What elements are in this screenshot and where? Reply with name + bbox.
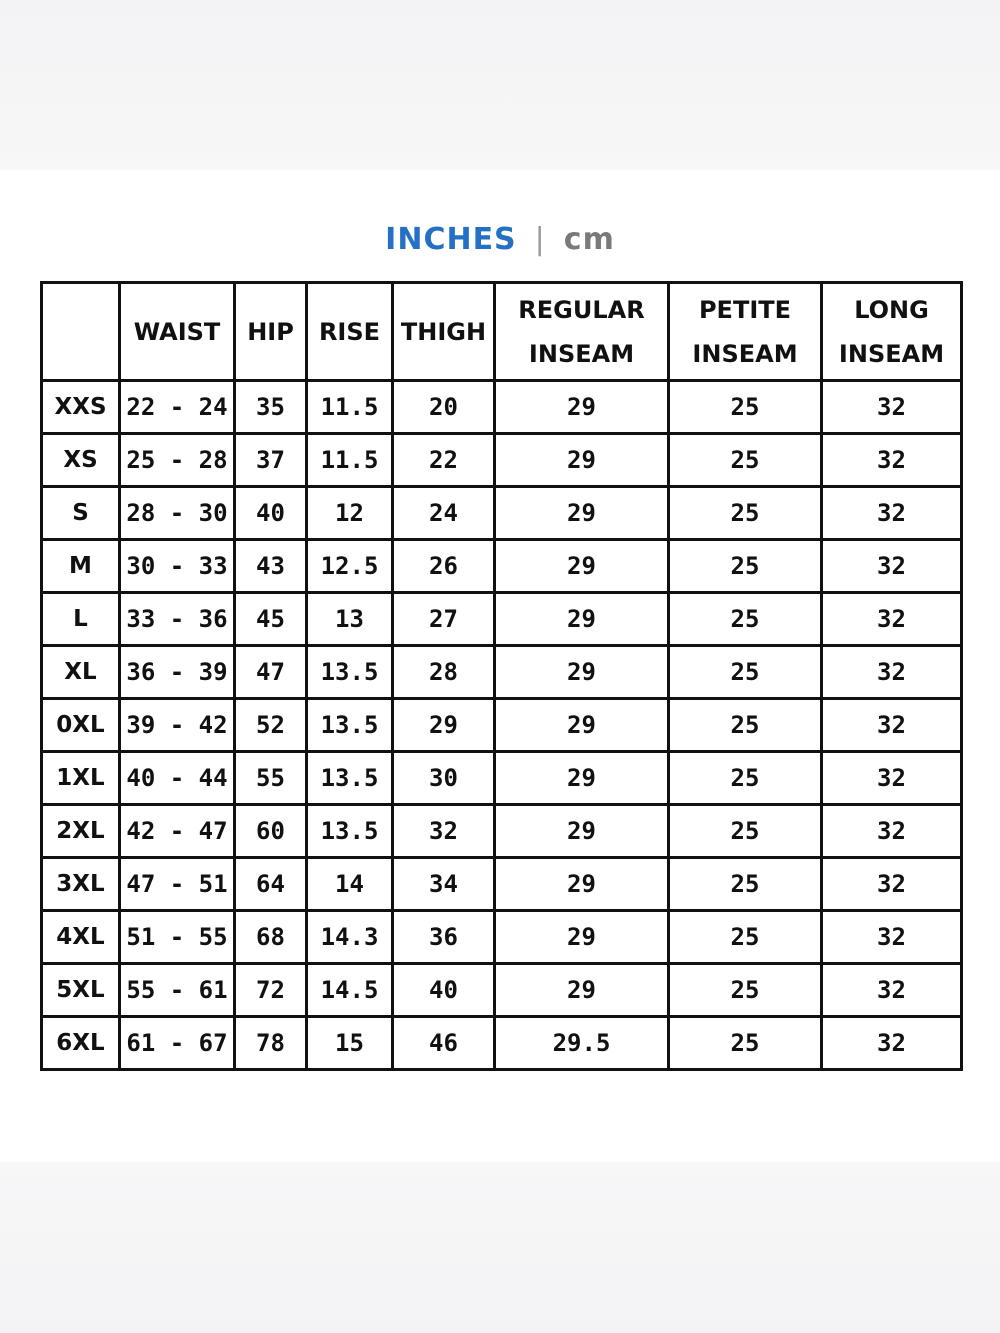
cell-waist: 33 - 36 [120,593,235,646]
cell-rise: 13.5 [307,805,393,858]
cell-waist: 61 - 67 [120,1017,235,1070]
cell-regular-inseam: 29 [495,805,669,858]
cell-size-label: L [42,593,120,646]
header-petite-inseam: PETITE INSEAM [669,283,822,381]
cell-waist: 40 - 44 [120,752,235,805]
cell-regular-inseam: 29 [495,593,669,646]
cell-petite-inseam: 25 [669,487,822,540]
cell-long-inseam: 32 [822,487,962,540]
cell-thigh: 26 [393,540,495,593]
cell-rise: 13.5 [307,752,393,805]
cell-rise: 15 [307,1017,393,1070]
cell-regular-inseam: 29 [495,381,669,434]
cell-petite-inseam: 25 [669,381,822,434]
bottom-background-band [0,1162,1000,1333]
cell-hip: 64 [235,858,307,911]
table-row [42,858,962,911]
cell-petite-inseam: 25 [669,434,822,487]
table-row [42,964,962,1017]
cell-size-label: 0XL [42,699,120,752]
cell-rise: 12.5 [307,540,393,593]
cell-waist: 47 - 51 [120,858,235,911]
cell-regular-inseam: 29 [495,540,669,593]
cell-size-label: XXS [42,381,120,434]
table-row [42,699,962,752]
cell-thigh: 22 [393,434,495,487]
table-header-row [42,283,962,381]
cell-long-inseam: 32 [822,911,962,964]
cell-thigh: 34 [393,858,495,911]
cell-long-inseam: 32 [822,540,962,593]
table-row [42,381,962,434]
cell-thigh: 32 [393,805,495,858]
cell-hip: 52 [235,699,307,752]
cell-hip: 60 [235,805,307,858]
cell-waist: 30 - 33 [120,540,235,593]
cell-thigh: 30 [393,752,495,805]
cell-regular-inseam: 29.5 [495,1017,669,1070]
cell-petite-inseam: 25 [669,911,822,964]
cell-long-inseam: 32 [822,1017,962,1070]
cell-waist: 36 - 39 [120,646,235,699]
cell-petite-inseam: 25 [669,805,822,858]
cell-regular-inseam: 29 [495,434,669,487]
cell-petite-inseam: 25 [669,540,822,593]
header-waist: WAIST [120,283,235,381]
top-background-band [0,0,1000,170]
cell-long-inseam: 32 [822,646,962,699]
table-row [42,487,962,540]
table-row [42,1017,962,1070]
cell-thigh: 40 [393,964,495,1017]
cell-rise: 11.5 [307,381,393,434]
cell-size-label: 3XL [42,858,120,911]
cell-size-label: S [42,487,120,540]
cell-hip: 72 [235,964,307,1017]
cell-petite-inseam: 25 [669,752,822,805]
size-chart-table [40,281,963,1071]
table-row [42,646,962,699]
cell-size-label: 5XL [42,964,120,1017]
cell-size-label: XL [42,646,120,699]
header-size [42,283,120,381]
cell-petite-inseam: 25 [669,593,822,646]
cell-regular-inseam: 29 [495,699,669,752]
cell-rise: 13.5 [307,699,393,752]
cell-waist: 22 - 24 [120,381,235,434]
cell-rise: 14.3 [307,911,393,964]
cell-rise: 11.5 [307,434,393,487]
cell-petite-inseam: 25 [669,646,822,699]
table-row [42,805,962,858]
cell-long-inseam: 32 [822,752,962,805]
cell-waist: 25 - 28 [120,434,235,487]
cell-long-inseam: 32 [822,699,962,752]
cell-thigh: 28 [393,646,495,699]
cell-size-label: 6XL [42,1017,120,1070]
cell-regular-inseam: 29 [495,646,669,699]
header-long-inseam: LONG INSEAM [822,283,962,381]
cell-size-label: XS [42,434,120,487]
cell-petite-inseam: 25 [669,964,822,1017]
cell-rise: 14 [307,858,393,911]
cell-long-inseam: 32 [822,434,962,487]
cell-waist: 39 - 42 [120,699,235,752]
header-thigh: THIGH [393,283,495,381]
table-row [42,540,962,593]
cell-thigh: 20 [393,381,495,434]
unit-separator: | [534,222,546,257]
cell-thigh: 24 [393,487,495,540]
cell-waist: 28 - 30 [120,487,235,540]
cell-petite-inseam: 25 [669,699,822,752]
header-regular-inseam: REGULAR INSEAM [495,283,669,381]
cell-long-inseam: 32 [822,805,962,858]
cell-long-inseam: 32 [822,858,962,911]
cell-long-inseam: 32 [822,593,962,646]
cell-hip: 47 [235,646,307,699]
cell-rise: 14.5 [307,964,393,1017]
cell-thigh: 36 [393,911,495,964]
cell-regular-inseam: 29 [495,858,669,911]
cell-size-label: 4XL [42,911,120,964]
table-row [42,911,962,964]
cell-regular-inseam: 29 [495,487,669,540]
cell-hip: 68 [235,911,307,964]
cell-rise: 12 [307,487,393,540]
header-hip: HIP [235,283,307,381]
cell-petite-inseam: 25 [669,1017,822,1070]
cell-hip: 40 [235,487,307,540]
cell-waist: 51 - 55 [120,911,235,964]
cell-waist: 42 - 47 [120,805,235,858]
cell-hip: 78 [235,1017,307,1070]
header-rise: RISE [307,283,393,381]
cell-hip: 45 [235,593,307,646]
cell-petite-inseam: 25 [669,858,822,911]
cell-hip: 37 [235,434,307,487]
cell-long-inseam: 32 [822,381,962,434]
cell-thigh: 27 [393,593,495,646]
cell-size-label: 2XL [42,805,120,858]
cell-hip: 43 [235,540,307,593]
cell-regular-inseam: 29 [495,752,669,805]
table-body [42,381,962,1070]
table-row [42,752,962,805]
cell-waist: 55 - 61 [120,964,235,1017]
table-row [42,434,962,487]
cell-size-label: 1XL [42,752,120,805]
cell-regular-inseam: 29 [495,911,669,964]
cell-thigh: 46 [393,1017,495,1070]
cell-size-label: M [42,540,120,593]
cell-rise: 13.5 [307,646,393,699]
cell-regular-inseam: 29 [495,964,669,1017]
table-row [42,593,962,646]
unit-toggle [0,218,1000,262]
cell-rise: 13 [307,593,393,646]
unit-inches-tab[interactable]: INCHES [385,222,517,257]
cell-thigh: 29 [393,699,495,752]
cell-hip: 35 [235,381,307,434]
unit-cm-tab[interactable]: cm [563,222,615,257]
cell-hip: 55 [235,752,307,805]
cell-long-inseam: 32 [822,964,962,1017]
